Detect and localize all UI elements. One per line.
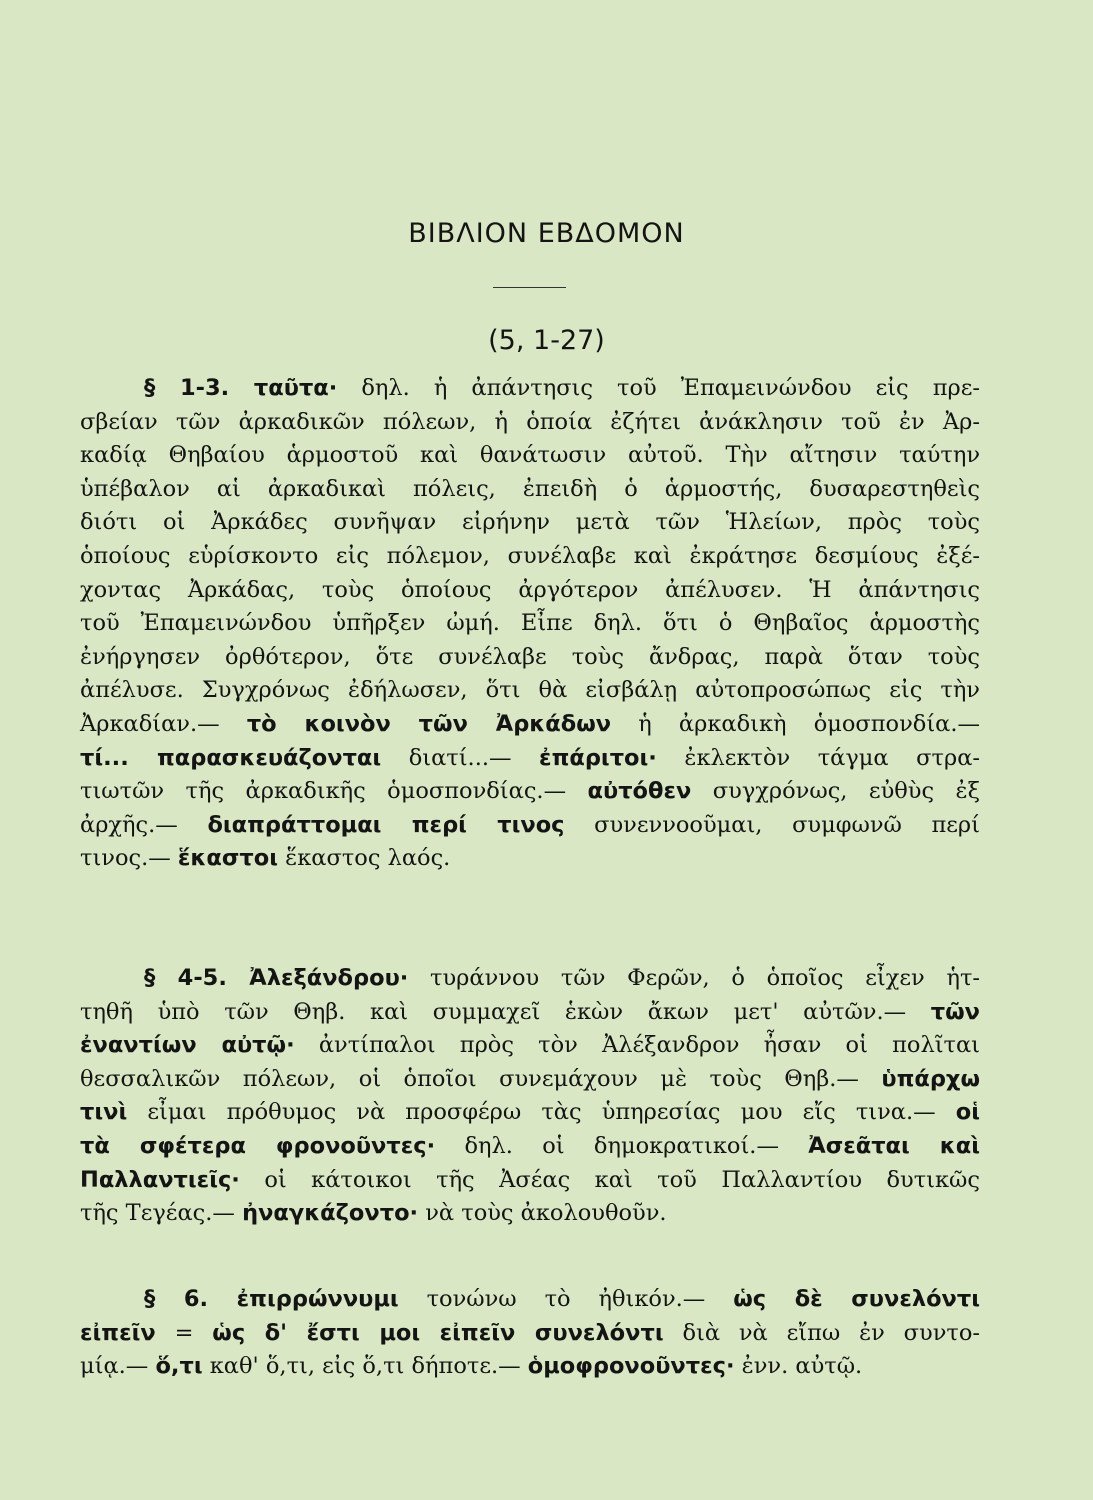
- lemma-term: ἐναντίων αὐτῷ·: [80, 1032, 295, 1059]
- lemma-term: διαπράττομαι περί τινος: [207, 811, 565, 838]
- lemma-term: εἰπεῖν: [80, 1319, 156, 1346]
- lemma-term: τί... παρασκευάζονται: [80, 744, 382, 771]
- gloss-text: τοῦ Ἐπαμεινώνδου ὑπῆρξεν ὠμή. Εἶπε δηλ. ὅτι ὁ Θηβαῖος ἁρμοστὴς: [80, 610, 980, 637]
- gloss-text: ἀπέλυσε. Συγχρόνως ἐδήλωσεν, ὅτι θὰ εἰσβάλῃ αὐτοπροσώπως εἰς τὴν: [80, 677, 980, 704]
- gloss-text: τιωτῶν τῆς ἀρκαδικῆς ὁμοσπονδίας.—: [80, 778, 588, 805]
- gloss-text: ἐνήργησεν ὀρθότερον, ὅτε συνέλαβε τοὺς ἄνδρας, παρὰ ὅταν τοὺς: [80, 643, 980, 670]
- text-line: [80, 372, 980, 406]
- gloss-text: σβείαν τῶν ἀρκαδικῶν πόλεων, ἡ ὁποία ἐζήτει ἀνάκλησιν τοῦ ἐν Ἀρ-: [80, 408, 980, 435]
- text-line: [80, 473, 980, 507]
- text-line: [80, 439, 980, 473]
- gloss-text: εἶμαι πρόθυμος νὰ προσφέρω τὰς ὑπηρεσίας μου εἴς τινα.—: [127, 1099, 956, 1126]
- lemma-term: ἐπάριτοι·: [539, 744, 657, 771]
- text-line: [80, 962, 980, 996]
- text-line: [80, 406, 980, 440]
- lemma-term: ὡς δ' ἔστι μοι εἰπεῖν συνελόντι: [212, 1319, 664, 1346]
- text-line: [80, 996, 980, 1030]
- gloss-text: διατί...—: [381, 744, 540, 771]
- gloss-text: δηλ. οἱ δημοκρατικοί.—: [435, 1132, 809, 1159]
- lemma-term: τινὶ: [80, 1099, 128, 1126]
- gloss-text: ἕκαστος λαός.: [277, 845, 451, 872]
- commentary-section-4-5: [80, 962, 980, 1231]
- gloss-text: ἐκλεκτὸν τάγμα στρα-: [656, 744, 980, 771]
- text-line: [80, 742, 980, 776]
- gloss-text: συγχρόνως, εὐθὺς ἐξ: [691, 778, 980, 805]
- text-line: [80, 1029, 980, 1063]
- gloss-text: καδίᾳ Θηβαίου ἁρμοστοῦ καὶ θανάτωσιν αὐτοῦ. Τὴν αἴτησιν ταύτην: [80, 442, 980, 469]
- lemma-term: ἕκαστοι: [177, 845, 278, 872]
- commentary-section-1-3: [80, 372, 980, 876]
- lemma-term: ὁμοφρονοῦντες·: [527, 1353, 735, 1380]
- gloss-text: δηλ. ἡ ἀπάντησις τοῦ Ἐπαμεινώνδου εἰς πρε-: [337, 375, 980, 401]
- lemma-term: Παλλαντιεῖς·: [80, 1166, 240, 1193]
- lemma-term: ὅ,τι: [155, 1353, 203, 1380]
- gloss-text: ἀντίπαλοι πρὸς τὸν Ἀλέξανδρον ἦσαν οἱ πολῖται: [294, 1032, 980, 1059]
- text-line: [80, 1350, 980, 1384]
- gloss-text: τῆς Τεγέας.—: [80, 1200, 243, 1227]
- chapter-title: ΒΙΒΛΙΟΝ ΕΒΔΟΜΟΝ: [408, 218, 685, 249]
- gloss-text: συνεννοοῦμαι, συμφωνῶ περί: [564, 811, 980, 838]
- gloss-text: ἡ ἀρκαδικὴ ὁμοσπονδία.—: [611, 710, 980, 737]
- lemma-term: ὑπάρχω: [881, 1065, 980, 1092]
- gloss-text: ἐνν. αὐτῷ.: [734, 1353, 863, 1380]
- text-line: [80, 574, 980, 608]
- text-line: [80, 1197, 980, 1231]
- text-line: [80, 540, 980, 574]
- text-line: [80, 506, 980, 540]
- gloss-text: ὁποίους εὑρίσκοντο εἰς πόλεμον, συνέλαβε καὶ ἐκράτησε δεσμίους ἐξέ-: [80, 542, 980, 569]
- gloss-text: τινος.—: [80, 845, 178, 872]
- text-line: [80, 809, 980, 843]
- lemma-term: ἠναγκάζοντο·: [242, 1200, 419, 1227]
- text-line: [80, 1317, 980, 1351]
- text-line: [80, 641, 980, 675]
- chapter-range: (5, 1-27): [488, 325, 605, 356]
- gloss-text: τηθῆ ὑπὸ τῶν Θηβ. καὶ συμμαχεῖ ἑκὼν ἄκων μετ' αὐτῶν.—: [80, 998, 931, 1025]
- text-line: [80, 607, 980, 641]
- text-line: [80, 1063, 980, 1097]
- gloss-text: διότι οἱ Ἀρκάδες συνῆψαν εἰρήνην μετὰ τῶν Ἡλείων, πρὸς τοὺς: [80, 509, 980, 536]
- gloss-text: διὰ νὰ εἴπω ἐν συντο-: [663, 1319, 980, 1346]
- text-line: [80, 775, 980, 809]
- gloss-text: ὑπέβαλον αἱ ἀρκαδικαὶ πόλεις, ἐπειδὴ ὁ ἁρμοστής, δυσαρεστηθεὶς: [80, 475, 980, 502]
- lemma-term: § 6. ἐπιρρώννυμι: [144, 1286, 399, 1312]
- gloss-text: τονώνω τὸ ἠθικόν.—: [398, 1286, 734, 1312]
- gloss-text: Ἀρκαδίαν.—: [80, 710, 247, 737]
- title-divider: [493, 287, 566, 288]
- gloss-text: νὰ τοὺς ἀκολουθοῦν.: [418, 1200, 667, 1227]
- lemma-term: οἱ: [955, 1099, 980, 1126]
- text-line: [80, 708, 980, 742]
- text-line: [80, 1164, 980, 1198]
- lemma-term: τὰ σφέτερα φρονοῦντες·: [80, 1132, 436, 1159]
- text-line: [80, 1096, 980, 1130]
- gloss-text: χοντας Ἀρκάδας, τοὺς ὁποίους ἀργότερον ἀπέλυσεν. Ἡ ἀπάντησις: [80, 576, 980, 603]
- gloss-text: μίᾳ.—: [80, 1353, 156, 1380]
- lemma-term: αὐτόθεν: [587, 778, 692, 805]
- lemma-term: τῶν: [930, 998, 980, 1025]
- text-line: [80, 1130, 980, 1164]
- gloss-text: τυράννου τῶν Φερῶν, ὁ ὁποῖος εἶχεν ἡτ-: [408, 965, 980, 991]
- lemma-term: Ἀσεᾶται καὶ: [808, 1132, 980, 1159]
- lemma-term: τὸ κοινὸν τῶν Ἀρκάδων: [246, 710, 612, 737]
- text-line: [80, 674, 980, 708]
- lemma-term: ὡς δὲ συνελόντι: [733, 1286, 980, 1312]
- text-line: [80, 842, 980, 876]
- gloss-text: ἀρχῆς.—: [80, 811, 208, 838]
- lemma-term: § 1-3. ταῦτα·: [144, 375, 338, 401]
- gloss-text: θεσσαλικῶν πόλεων, οἱ ὁποῖοι συνεμάχουν μὲ τοὺς Θηβ.—: [80, 1065, 882, 1092]
- gloss-text: οἱ κάτοικοι τῆς Ἀσέας καὶ τοῦ Παλλαντίου δυτικῶς: [239, 1166, 980, 1193]
- commentary-section-6: [80, 1283, 980, 1384]
- gloss-text: =: [155, 1319, 213, 1346]
- text-line: [80, 1283, 980, 1317]
- lemma-term: § 4-5. Ἀλεξάνδρου·: [144, 965, 409, 991]
- gloss-text: καθ' ὅ,τι, εἰς ὅ,τι δήποτε.—: [202, 1353, 528, 1380]
